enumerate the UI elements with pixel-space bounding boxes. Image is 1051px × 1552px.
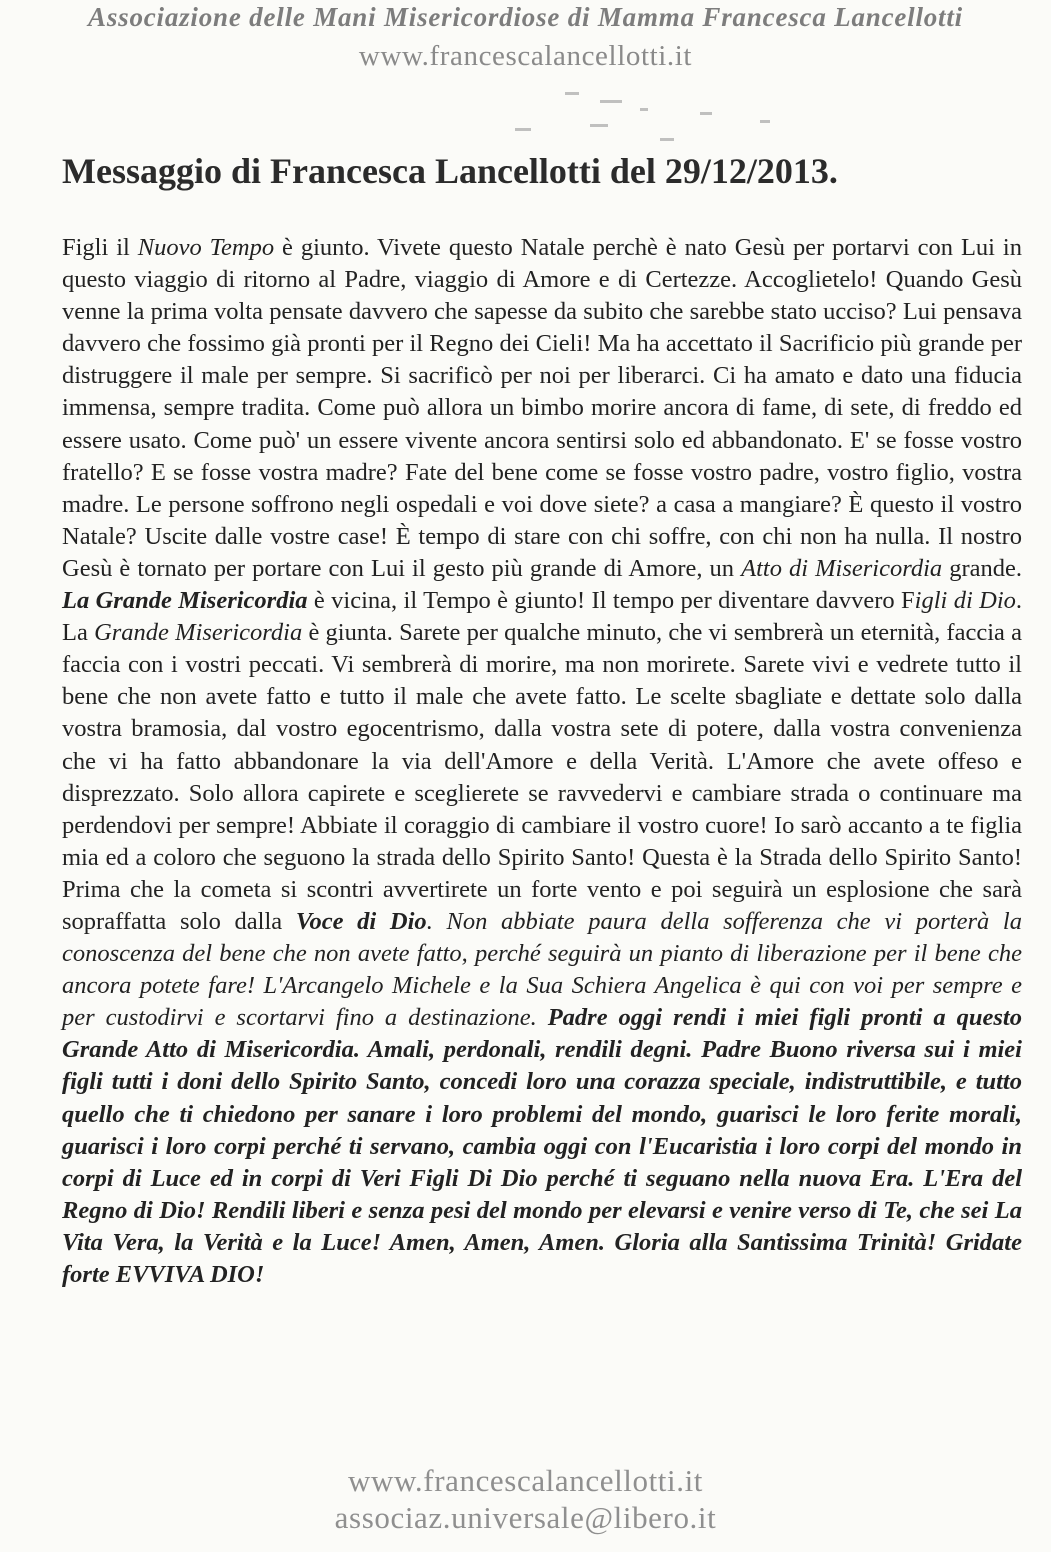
scan-speck <box>640 108 648 111</box>
scan-speck <box>600 100 622 103</box>
message-italic: Grande Misericordia <box>94 619 303 647</box>
prayer-text: Padre oggi rendi i miei figli pronti a questo Grande Atto di Misericordia. Amali, perdonali, rendili degni. Padre Buono riversa sui i miei figli tutti i doni dello Spirito Santo, concedi loro una corazza speciale, indistruttibile, e tutto quello che ti chiedono per sanare i loro problemi del mondo, guarisci le loro ferite morali, guarisci i loro corpi perché ti servano, cambia oggi con l'Eucaristia i loro corpi del mondo in corpi di Luce ed in corpi di Veri Figli Di Dio perché ti seguano nella nuova Era. L'Era del Regno di Dio! Rendili liberi e senza pesi del mondo per elevarsi e venire verso di Te, che sei La Vita Vera, la Verità e la Luce! Amen, Amen, Amen. Gloria alla Santissima Trinità! Gridate forte EVVIVA DIO! <box>62 1004 1022 1288</box>
message-italic: Nuovo Tempo <box>137 234 275 261</box>
scan-speck <box>515 128 531 131</box>
message-bold-italic: Voce di Dio <box>295 907 427 935</box>
scan-speck <box>660 138 674 141</box>
message-text: grande. <box>942 554 1022 582</box>
organization-header: Associazione delle Mani Misericordiose di Mamma Francesca Lancellotti <box>88 2 963 32</box>
scan-speck <box>590 124 608 127</box>
scan-speck <box>565 92 579 95</box>
footer-website-link[interactable]: www.francescalancellotti.it <box>347 1463 704 1498</box>
message-text: è giunta. Sarete per qualche minuto, che vi sembrerà un eternità, faccia a faccia con i vostri peccati. Vi sembrerà di morire, ma non morirete. Sarete vivi e vedrete tutto il bene che non avete fatto e tutto il male che avete fatto. Le scelte sbagliate e dettate solo dalla vostra bramosia, dal vostro egocentrismo, dalla vostra sete di potere, dalla vostra convenienza che vi ha fatto abbandonare la via dell'Amore e della Verità. L'Amore che avete offeso e disprezzato. Solo allora capirete e sceglierete se ravvedervi e cambiare strada o continuare ma perdendovi per sempre! Abbiate il coraggio di cambiare il vostro cuore! Io sarò accanto a te figlia mia ed a coloro che seguono la strada dello Spirito Santo! Questa è la Strada dello Spirito Santo! Prima che la cometa si scontri avvertirete un forte vento e poi seguirà un esplosione che sarà sopraffatta solo dalla <box>62 619 1023 935</box>
footer-email-link[interactable]: associaz.universale@libero.it <box>334 1500 717 1535</box>
message-bold-italic: La Grande Misericordia <box>62 587 308 615</box>
scan-speck <box>760 120 770 123</box>
message-italic: . Non abbiate paura della sofferenza che vi porterà la conoscenza del bene che non avete fatto, perché seguirà un pianto di liberazione per il bene che ancora potete fare! L'Arcangelo Michele e la Sua Schiera Angelica è qui con voi per sempre e per custodirvi e scortarvi fino a destinazione. <box>62 907 1022 1032</box>
message-text: è vicina, il Tempo è giunto! Il tempo per diventare davvero F <box>307 587 915 615</box>
scan-speck <box>700 112 712 115</box>
message-italic: Atto di Misericordia <box>741 554 943 582</box>
message-text: Figli il <box>62 234 138 261</box>
message-body <box>62 232 1022 1291</box>
header-website-link[interactable]: www.francescalancellotti.it <box>358 40 693 72</box>
message-text: è giunto. Vivete questo Natale perchè è nato Gesù per portarvi con Lui in questo viaggio di ritorno al Padre, viaggio di Amore e di Certezze. Accoglietelo! Quando Gesù venne la prima volta pensate davvero che sapesse da subito che sarebbe stato ucciso? Lui pensava davvero che fossimo già pronti per il Regno dei Cieli! Ma ha accettato il Sacrificio più grande per distruggere il male per sempre. Si sacrificò per noi per liberarci. Ci ha amato e dato una fiducia immensa, sempre tradita. Come può allora un bimbo morire ancora di fame, di sete, di freddo ed essere usato. Come può' un essere vivente ancora sentirsi solo ed abbandonato. E' se fosse vostro fratello? E se fosse vostra madre? Fate del bene come se fosse vostro padre, vostro figlio, vostra madre. Le persone soffrono negli ospedali e voi dove siete? a casa a mangiare? È questo il vostro Natale? Uscite dalle vostre case! È tempo di stare con chi soffre, con chi non ha nulla. Il nostro Gesù è tornato per portare con Lui il gesto più grande di Amore, un <box>62 234 1022 582</box>
message-text: . La <box>62 587 1023 647</box>
page-title: Messaggio di Francesca Lancellotti del 29/12/2013. <box>62 151 838 191</box>
message-italic: igli di Dio <box>914 587 1016 615</box>
